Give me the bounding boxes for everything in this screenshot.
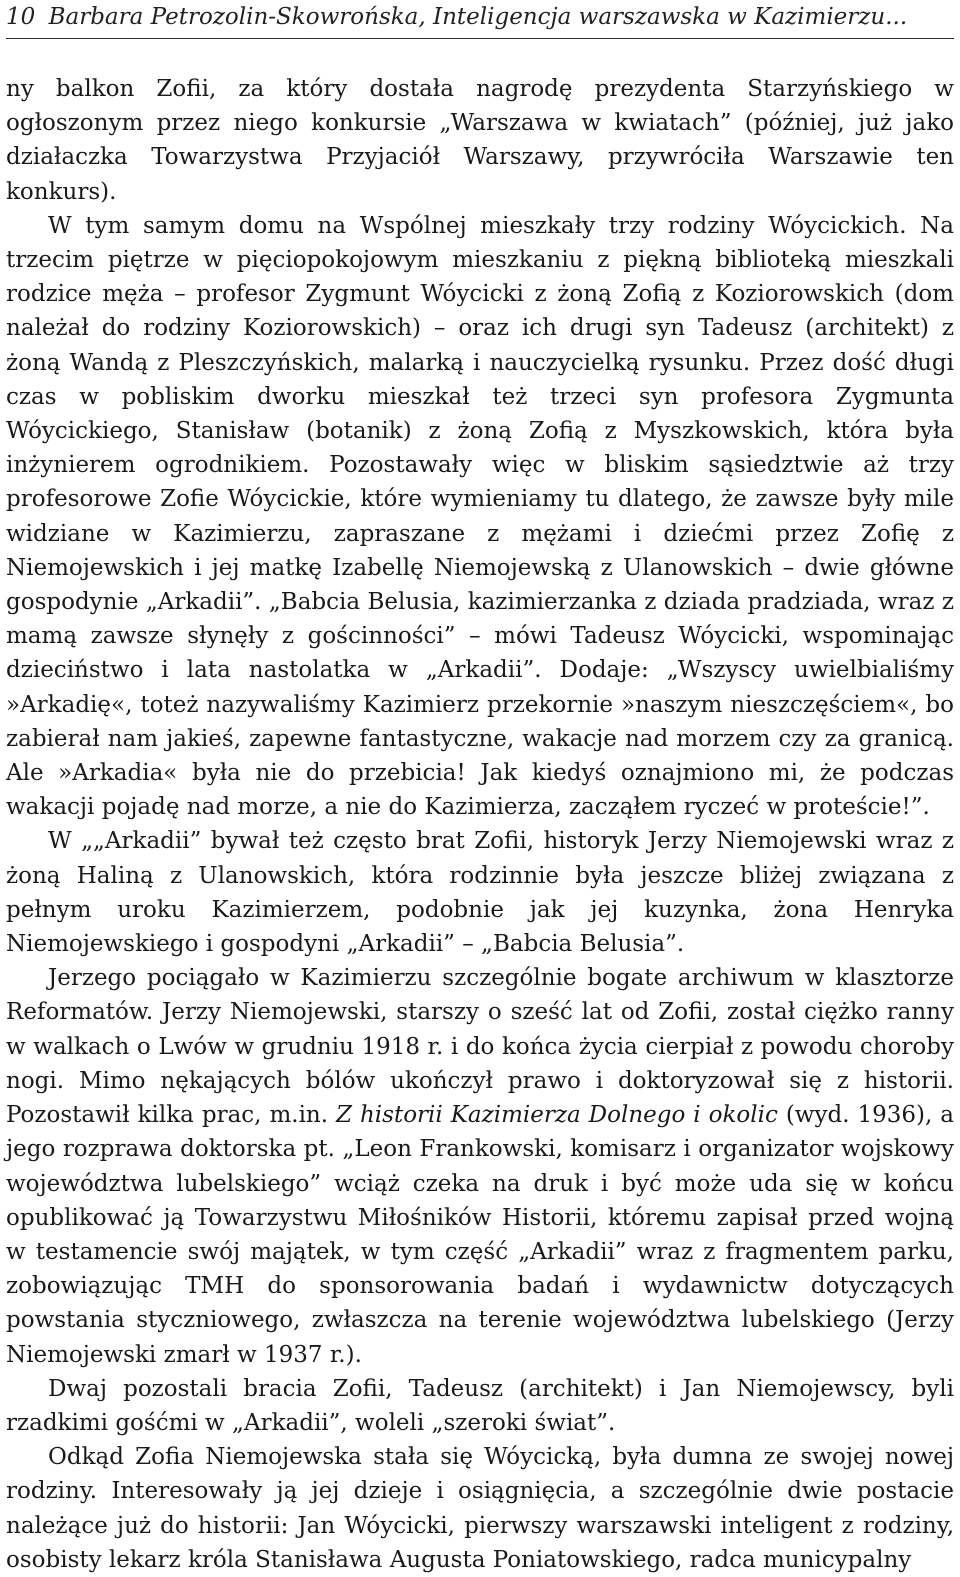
paragraph-4-text-b: (wyd. 1936), a jego rozprawa doktorska pt. „Leon Frankowski, komisarz i organizator wojskowy województwa lubelskiego” wciąż czeka na druk i być może uda się w końcu opublikować ją Towarzystwu Miłośników Historii, któremu zapisał przed wojną w testamencie swój majątek, w tym część „Arkadii” wraz z fragmentem parku, zobowiązując TMH do sponsorowania badań i wydawnictw dotyczących powstania styczniowego, zwłaszcza na terenie województwa lubelskiego (Jerzy Niemojewski zmarł w 1937 r.).: [6, 1102, 954, 1368]
paragraph-3: W „„Arkadii” bywał też często brat Zofii, historyk Jerzy Niemojewski wraz z żoną Haliną z Ulanowskich, która rodzinnie była jeszcze bliżej związana z pełnym uroku Kazimierzem, podobnie jak jej kuzynka, żona Henryka Niemojewskiego i gospodyni „Arkadii” – „Babcia Belusia”.: [6, 828, 954, 958]
paragraph-1: ny balkon Zofii, za który dostała nagrodę prezydenta Starzyńskiego w ogłoszonym przez niego konkursie „Warszawa w kwiatach” (później, już jako działaczka Towarzystwa Przyjaciół Warszawy, przywróciła Warszawie ten konkurs).: [6, 76, 954, 205]
page-number: 10: [6, 4, 36, 30]
book-title: Z historii Kazimierza Dolnego i okolic: [336, 1102, 778, 1129]
body-text: [6, 72, 954, 1577]
running-title: Barbara Petrozolin-Skowrońska, Inteligencja warszawska w Kazimierzu...: [48, 4, 908, 30]
paragraph-5: Dwaj pozostali bracia Zofii, Tadeusz (architekt) i Jan Niemojewscy, byli rzadkimi gośćmi w „Arkadii”, woleli „szeroki świat”.: [6, 1375, 954, 1436]
running-header: [6, 4, 954, 34]
header-rule: [6, 38, 954, 39]
paragraph-2: W tym samym domu na Wspólnej mieszkały trzy rodziny Wóycickich. Na trzecim piętrze w pięciopokojowym mieszkaniu z piękną biblioteką mieszkali rodzice męża – profesor Zygmunt Wóycicki z żoną Zofią z Koziorowskich (dom należał do rodziny Koziorowskich) – oraz ich drugi syn Tadeusz (architekt) z żoną Wandą z Pleszczyńskich, malarką i nauczycielką rysunku. Przez dość długi czas w pobliskim dworku mieszkał też trzeci syn profesora Zygmunta Wóycickiego, Stanisław (botanik) z żoną Zofią z Myszkowskich, która była inżynierem ogrodnikiem. Pozostawały więc w bliskim sąsiedztwie aż trzy profesorowe Zofie Wóycickie, które wymieniamy tu dlatego, że zawsze były mile widziane w Kazimierzu, zapraszane z mężami i dziećmi przez Zofię z Niemojewskich i jej matkę Izabellę Niemojewską z Ulanowskich – dwie główne gospodynie „Arkadii”. „Babcia Belusia, kazimierzanka z dziada pradziada, wraz z mamą zawsze słynęły z gościnności” – mówi Tadeusz Wóycicki, wspominając dzieciństwo i lata nastolatka w „Arkadii”. Dodaje: „Wszyscy uwielbialiśmy »Arkadię«, toteż nazywaliśmy Kazimierz przekornie »naszym nieszczęściem«, bo zabierał nam jakieś, zapewne fantastyczne, wakacje nad morzem czy za granicą. Ale »Arkadia« była nie do przebicia! Jak kiedyś oznajmiono mi, że podczas wakacji pojadę nad morze, a nie do Kazimierza, zacząłem ryczeć w proteście!”.: [6, 212, 954, 821]
paragraph-4: [6, 961, 954, 1371]
paragraph-6: Odkąd Zofia Niemojewska stała się Wóycicką, była dumna ze swojej nowej rodziny. Interesowały ją jej dzieje i osiągnięcia, a szczególnie dwie postacie należące już do historii: Jan Wóycicki, pierwszy warszawski inteligent z rodziny, osobisty lekarz króla Stanisława Augusta Poniatowskiego, radca municypalny: [6, 1444, 954, 1573]
paragraph-4-text-a: Jerzego pociągało w Kazimierzu szczególnie bogate archiwum w klasztorze Reformatów. Jerzy Niemojewski, starszy o sześć lat od Zofii, został ciężko ranny w walkach o Lwów w grudniu 1918 r. i do końca życia cierpiał z powodu choroby nogi. Mimo nękających bólów ukończył prawo i doktoryzował się z historii. Pozostawił kilka prac, m.in.: [6, 965, 954, 1129]
